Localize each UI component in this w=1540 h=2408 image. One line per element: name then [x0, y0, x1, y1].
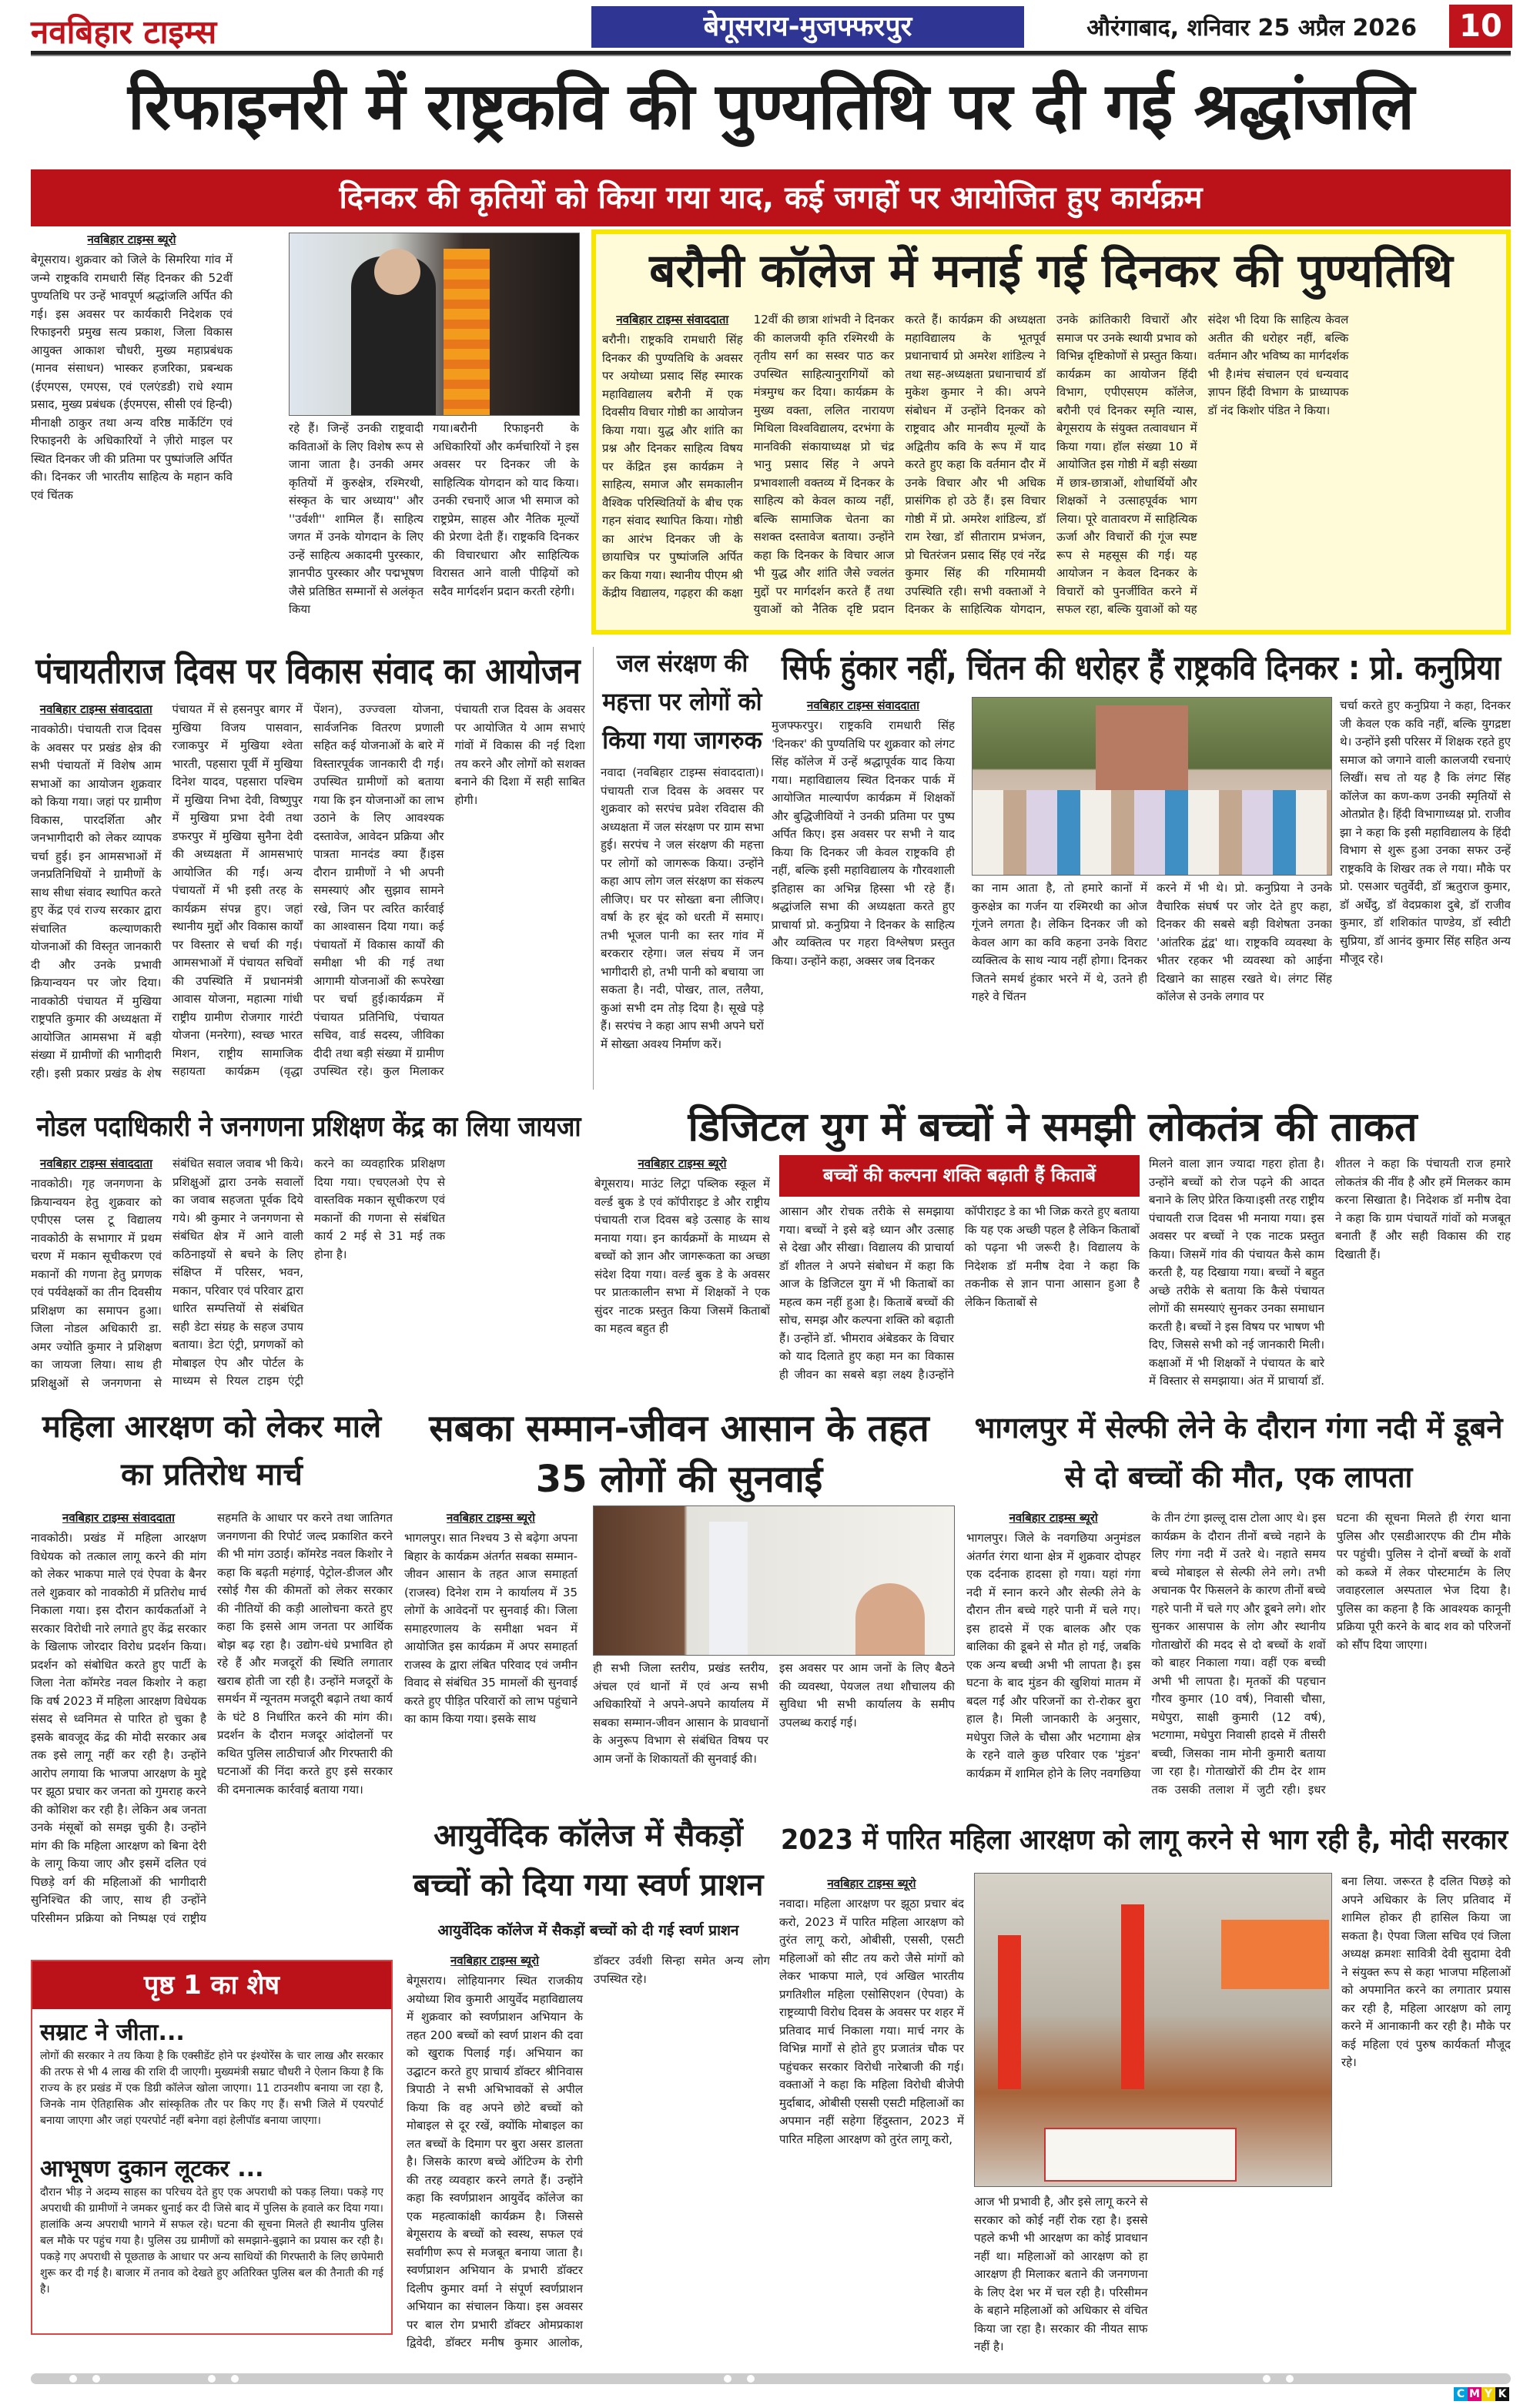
byline: नवबिहार टाइम्स संवाददाता	[807, 698, 919, 712]
byline: नवबिहार टाइम्स ब्यूरो	[827, 1877, 916, 1891]
mahila-headline: महिला आरक्षण को लेकर माले का प्रतिरोध मार्च	[42, 1409, 382, 1492]
article-text: नावकोठी। पंचायती राज दिवस के अवसर पर प्रखंड क्षेत्र की सभी पंचायतों में विशेष आम सभाओं का आयोजन शुक्रवार को किया गया। जहां पर ग्रामीण विकास, पारदर्शिता और जनभागीदारी को लेकर व्यापक चर्चा हुई। इन आमसभाओं में जनप्रतिनिधियों ने ग्रामीणों के साथ सीधा संवाद स्थापित करते हुए केंद्र एवं राज्य सरकार द्वारा संचालित कल्याणकारी योजनाओं की विस्तृत जानकारी दी और उनके प्रभावी क्रियान्वयन पर जोर दिया। नावकोठी पंचायत में मुखिया राष्ट्रपति कुमार की अध्यक्षता में आयोजित आमसभा में बड़ी संख्या में ग्रामीणों की भागीदारी रही। इसी प्रकार प्रखंड के शेष पंचायत में से हसनपुर बागर में मुखिया विजय पासवान, रजाकपुर में मुखिया श्वेता भारती, पहसारा पूर्वी में मुखिया दिनेश यादव, पहसारा पश्चिम में मुखिया निभा देवी, विष्णुपुर में मुखिया प्रभा देवी तथा डफरपुर में मुखिया सुनैना देवी की अध्यक्षता में आमसभाएं आयोजित की गईं। अन्य पंचायतों में भी इसी तरह के कार्यक्रम संपन्न हुए। जहां स्थानीय मुद्दों और विकास कार्यों पर विस्तार से चर्चा की गई। आमसभाओं में पंचायत सचिवों की उपस्थिति में प्रधानमंत्री आवास योजना, महात्मा गांधी राष्ट्रीय ग्रामीण रोजगार गारंटी योजना (मनरेगा), स्वच्छ भारत मिशन, राष्ट्रीय सामाजिक सहायता कार्यक्रम (वृद्धा पेंशन), उज्ज्वला योजना, सार्वजनिक वितरण प्रणाली सहित कई योजनाओं के बारे में विस्तारपूर्वक जानकारी दी गई। उपस्थित ग्रामीणों को बताया गया कि इन योजनाओं का लाभ उठाने के लिए आवश्यक दस्तावेज, आवेदन प्रक्रिया और पात्रता मानदंड क्या हैं।इस दौरान ग्रामीणों ने भी अपनी समस्याएं और सुझाव सामने रखे, जिन पर त्वरित कार्रवाई का आश्वासन दिया गया। कई पंचायतों में विकास कार्यों की समीक्षा भी की गई तथा आगामी योजनाओं की रूपरेखा पर चर्चा हुई।कार्यक्रम में पंचायत प्रतिनिधि, पंचायत सचिव, वार्ड सदस्य, जीविका दीदी तथा बड़ी संख्या में ग्रामीण उपस्थित रहे। कुल मिलाकर पंचायती राज दिवस के अवसर पर आयोजित ये आम सभाएं गांवों में विकास की नई दिशा तय करने और लोगों को सशक्त बनाने की दिशा में सही साबित होगी।	[31, 702, 585, 1080]
continued-text: लोगों की सरकार ने तय किया है कि एक्सीडेंट होने पर इंश्योरेंस के चार लाख और सरकार की तरफ से भी 4 लाख की राशि दी जाएगी। मुख्यमंत्री सम्राट चौधरी ने ऐलान किया है कि राज्य के हर प्रखंड में एक डिग्री कॉलेज खोला जाएगा। 11 टाउनशीप बनाया जा रहा है, जिनके नाम ऐतिहासिक और सांस्कृतिक तौर पर किए गए हैं। सभी जिले में एयरपोर्ट बनाया जाएगा और जहां एयरपोर्ट नहीं बनेगा वहां हेलीपॉड बनाया जाएगा।	[40, 2050, 383, 2127]
protest-photo	[974, 1873, 1332, 2187]
kanupriya-col-1	[772, 697, 955, 1079]
photo-banner	[1044, 2128, 1237, 2182]
page-number: 10	[1449, 5, 1512, 48]
sabka-col-1	[404, 1509, 578, 1800]
registration-dot	[69, 2375, 77, 2383]
registration-mark-y: Y	[1481, 2387, 1495, 2401]
lead-banner	[31, 169, 1511, 226]
photo-face	[374, 249, 420, 295]
digital-headline: डिजिटल युग में बच्चों ने समझी लोकतंत्र की ताकत	[688, 1104, 1418, 1150]
registration-dot	[92, 2375, 100, 2383]
registration-dot	[231, 2375, 239, 2383]
photo-person-seated	[855, 1583, 925, 1656]
photo-shopfront	[1221, 1920, 1329, 1989]
article-text: भागलपुर। जिले के नवगछिया अनुमंडल अंतर्गत रंगरा थाना क्षेत्र में शुक्रवार दोपहर एक दर्दनाक हादसा हो गया। यहां गंगा नदी में स्नान करने और सेल्फी लेने के दौरान तीन बच्चे गहरे पानी में चले गए। इस हादसे में एक बालक और एक बालिका की डूबने से मौत हो गई, जबकि एक अन्य बच्ची अभी भी लापता है। इस घटना के बाद मुंडन की खुशियां मातम में बदल गईं और परिजनों का रो-रोकर बुरा हाल है। मिली जानकारी के अनुसार, मधेपुरा जिले के चौसा और भटगामा क्षेत्र के रहने वाले कुछ परिवार एक 'मुंडन' कार्यक्रम में शामिल होने के लिए नवगछिया के तीन टंगा झल्लू दास टोला आए थे। इस कार्यक्रम के दौरान तीनों बच्चे नहाने के लिए गंगा नदी में उतरे थे। नहाते समय बच्चे मोबाइल से सेल्फी लेने लगे। तभी अचानक पैर फिसलने के कारण तीनों बच्चे गहरे पानी में चले गए और डूबने लगे। शोर सुनकर आसपास के लोग और स्थानीय गोताखोरों की मदद से दो बच्चों के शवों को बाहर निकाला गया। वहीं एक बच्ची अभी भी लापता है। मृतकों की पहचान गौरव कुमार (10 वर्ष), निवासी चौसा, मधेपुरा, साक्षी कुमारी (12 वर्ष), भटगामा, मधेपुरा निवासी हादसे में तीसरी बच्ची, जिसका नाम मोनी कुमारी बताया जा रहा है। गोताखोरों की टीम देर शाम तक उसकी तलाश में जुटी रही। इधर घटना की सूचना मिलते ही रंगरा थाना पुलिस और एसडीआरएफ की टीम मौके पर पहुंची। पुलिस ने दोनों बच्चों के शवों को कब्जे में लेकर पोस्टमार्टम के लिए जवाहरलाल अस्पताल भेज दिया है। पुलिस का कहना है कि आवश्यक कानूनी प्रक्रिया पूरी करने के बाद शव को परिजनों को सौंप दिया जाएगा।	[966, 1511, 1511, 1797]
kanupriya-headline: सिर्फ हुंकार नहीं, चिंतन की धरोहर हैं राष्ट्रकवि दिनकर : प्रो. कनुप्रिया	[781, 648, 1502, 688]
nodal-headline: नोडल पदाधिकारी ने जनगणना प्रशिक्षण केंद्र का लिया जायजा	[36, 1111, 581, 1143]
registration-mark-k: K	[1495, 2387, 1509, 2401]
article-text: नावकोठी। प्रखंड में महिला आरक्षण विधेयक को तत्काल लागू करने की मांग को लेकर भाकपा माले एवं ऐपवा के बैनर तले शुक्रवार को नावकोठी में प्रतिरोध मार्च निकाला गया। इस दौरान कार्यकर्ताओं ने सरकार विरोधी नारे लगाते हुए केंद्र सरकार के खिलाफ जोरदार विरोध प्रदर्शन किया। प्रदर्शन को संबोधित करते हुए पार्टी के जिला नेता कॉमरेड नवल किशोर ने कहा कि वर्ष 2023 में महिला आरक्षण विधेयक संसद से ध्वनिमत से पारित हो चुका है इसके बावजूद केंद्र की मोदी सरकार अब तक इसे लागू नहीं कर रही है। उन्होंने आरोप लगाया कि भाजपा आरक्षण के मुद्दे पर झूठा प्रचार कर जनता को गुमराह करने की कोशिश कर रही है। लेकिन अब जनता उनके मंसूबों को समझ चुकी है। उन्होंने मांग की कि महिला आरक्षण को बिना देरी के लागू किया जाए और इसमें दलित एवं पिछड़े वर्ग की महिलाओं की भागीदारी सुनिश्चित की जाए, साथ ही उन्होंने परिसीमन प्रक्रिया को निष्पक्ष एवं राष्ट्रीय सहमति के आधार पर करने तथा जातिगत जनगणना की रिपोर्ट जल्द प्रकाशित करने की भी मांग उठाई। कॉमरेड नवल किशोर ने कहा कि बढ़ती महंगाई, पेट्रोल-डीजल और रसोई गैस की कीमतों को लेकर सरकार की नीतियों की कड़ी आलोचना करते हुए कहा कि इससे आम जनता पर आर्थिक बोझ बढ़ रहा है। उद्योग-धंधे प्रभावित हो रहे हैं और मजदूरों की स्थिति लगातार खराब होती जा रही है। उन्होंने मजदूरों के समर्थन में न्यूनतम मजदूरी बढ़ाने तथा कार्य के घंटे 8 निर्धारित करने की मांग की। प्रदर्शन के दौरान मजदूर आंदोलनों पर कथित पुलिस लाठीचार्ज और गिरफ्तारी की घटनाओं की निंदा करते हुए इसे सरकार की दमनात्मक कार्रवाई बताया गया।	[31, 1511, 393, 1925]
digital-col-1	[594, 1155, 770, 1392]
registration-bar	[31, 2373, 1511, 2384]
panchayat-headline: पंचायतीराज दिवस पर विकास संवाद का आयोजन	[35, 650, 581, 692]
sabka-col-3: इस अवसर पर आम जनों के लिए बैठने की व्यवस्था, पेयजल तथा शौचालय की सुविधा भी सभी कार्यालय के समीप उपलब्ध कराई गई।	[779, 1661, 955, 1730]
byline: नवबिहार टाइम्स ब्यूरो	[450, 1954, 540, 1968]
barauni-body	[602, 311, 1500, 619]
lead-col-1	[31, 231, 233, 631]
registration-mark-m: M	[1468, 2387, 1481, 2401]
article-text: बेगूसराय। माउंट लिट्रा पब्लिक स्कूल में वर्ल्ड बुक डे एवं कॉपीराइट डे और राष्ट्रीय पंचायती राज दिवस बड़े उत्साह के साथ मनाया गया। इन कार्यक्रमों के माध्यम से बच्चों को ज्ञान और जागरूकता का अच्छा संदेश दिया गया। वर्ल्ड बुक डे के अवसर पर प्रातःकालीन सभा में शिक्षकों ने एक सुंदर नाटक प्रस्तुत किया जिसमें किताबों का महत्व बहुत ही	[594, 1177, 770, 1335]
column-divider	[593, 647, 594, 1090]
byline: नवबिहार टाइम्स ब्यूरो	[446, 1511, 536, 1525]
byline: नवबिहार टाइम्स संवाददाता	[39, 702, 152, 716]
kanupriya-col-4: चर्चा करते हुए कनुप्रिया ने कहा, दिनकर जी केवल एक कवि नहीं, बल्कि युगद्रष्टा थे। उन्होंने इसी परिसर में शिक्षक रहते हुए समाज को जगाने वाली कालजयी रचनाएं लिखीं। सच तो यह है कि लंगट सिंह कॉलेज का कण-कण उनकी स्मृतियों से ओतप्रोत है। हिंदी विभागाध्यक्ष प्रो. राजीव झा ने कहा कि इसी महाविद्यालय के हिंदी विभाग से शुरू हुआ उनका सफर उन्हें राष्ट्रकवि के शिखर तक ले गया। मौके पर प्रो. एसआर चतुर्वेदी, डॉ ऋतुराज कुमार, डॉ अर्धेंदु, डॉ वेदप्रकाश दुबे, डॉ राजीव कुमार, डॉ शशिकांत पाण्डेय, डॉ स्वीटी सुप्रिया, डॉ आनंद कुमार सिंह सहित अन्य मौजूद रहे।	[1340, 698, 1511, 966]
ayurved-headline: आयुर्वेदिक कॉलेज में सैकड़ों बच्चों को दिया गया स्वर्ण प्राशन	[413, 1818, 764, 1903]
byline: नवबिहार टाइम्स ब्यूरो	[638, 1157, 727, 1171]
issue-date: औरंगाबाद, शनिवार 25 अप्रैल 2026	[1086, 15, 1417, 42]
ayurved-body	[407, 1952, 770, 2368]
kanupriya-group-photo	[972, 697, 1332, 876]
article-text: मुजफ्फरपुर। राष्ट्रकवि रामधारी सिंह 'दिनकर' की पुण्यतिथि पर शुक्रवार को लंगट सिंह कॉलेज में उन्हें श्रद्धापूर्वक याद किया गया। महाविद्यालय स्थित दिनकर पार्क में आयोजित माल्यार्पण कार्यक्रम में शिक्षकों और बुद्धिजीवियों ने उनकी प्रतिमा पर पुष्प अर्पित किए। इस अवसर पर सभी ने याद किया कि दिनकर जी केवल राष्ट्रकवि ही नहीं, बल्कि इसी महाविद्यालय के गौरवशाली इतिहास का अभिन्न हिस्सा भी रहे हैं। श्रद्धांजलि सभा की अध्यक्षता करते हुए प्राचार्या प्रो. कनुप्रिया ने दिनकर के साहित्य और व्यक्तित्व पर गहरा विश्लेषण प्रस्तुत किया। उन्होंने कहा, अक्सर जब दिनकर	[772, 718, 955, 968]
photo-people	[973, 790, 1332, 876]
continued-headline: आभूषण दुकान लूटकर ...	[40, 2155, 264, 2182]
digital-col-3: मिलने वाला ज्ञान ज्यादा गहरा होता है। उन्होंने बच्चों को रोज पढ़ने की आदत बनाने के लिए प्रेरित किया।इसी तरह राष्ट्रीय पंचायती राज दिवस भी मनाया गया। इस अवसर पर बच्चों ने एक नाटक प्रस्तुत किया। जिसमें गांव की पंचायत कैसे काम करती है, यह दिखाया गया। बच्चों ने बहुत अच्छे तरीके से बताया कि कैसे पंचायत लोगों की समस्याएं सुनकर उनका समाधान करती है। बच्चों ने इस विषय पर भाषण भी दिए, जिससे सभी को नई जानकारी मिली। कक्षाओं में भी शिक्षकों ने पंचायत के बारे में विस्तार से समझाया। अंत में प्राचार्या डॉ. शीतल ने कहा कि पंचायती राज हमारे लोकतंत्र की नींव है और हमें मिलकर काम करना सिखाता है। निदेशक डॉ मनीष देवा ने कहा कि ग्राम पंचायतें गांवों को मजबूत बनाती हैं और सही विकास की राह दिखाती हैं।	[1149, 1157, 1511, 1388]
barauni-story-box	[591, 229, 1511, 635]
continued-text: दौरान भीड़ ने अदम्य साहस का परिचय देते हुए एक अपराधी को पकड़ लिया। पकड़े गए अपराधी की ग्रामीणों ने जमकर धुनाई कर दी जिसे बाद में पुलिस के हवाले कर दिया गया। हालांकि अन्य अपराधी भागने में सफल रहे। घटना की सूचना मिलते ही स्थानीय पुलिस बल मौके पर पहुंच गया है। पुलिस उग्र ग्रामीणों को समझाने-बुझाने का प्रयास कर रही है। पकड़े गए अपराधी से पूछताछ के आधार पर अन्य साथियों की गिरफ्तारी के लिए छापेमारी शुरू कर दी गई है। बाजार में तनाव को देखते हुए अतिरिक्त पुलिस बल की तैनाती की गई है।	[40, 2186, 383, 2296]
registration-dot	[747, 2375, 755, 2383]
article-text: भागलपुर। सात निश्चय 3 से बढ़ेगा अपना बिहार के कार्यक्रम अंतर्गत सबका सम्मान- जीवन आसान के तहत आज समाहर्ता (राजस्व) दिनेश राम ने कार्यालय में 35 लोगों के आवेदनों पर सुनवाई की। जिला समाहरणालय के समीक्षा भवन में आयोजित इस कार्यक्रम में अपर समाहर्ता राजस्व के द्वारा लंबित परिवाद एवं जमीन विवाद से संबंधित 35 मामलों की सुनवाई करते हुए पीड़ित परिवारों को लाभ पहुंचाने का काम किया गया। इसके साथ	[404, 1531, 578, 1726]
kanupriya-col-3: करने में भी थे। प्रो. कनुप्रिया ने उनके वैचारिक संघर्ष पर जोर देते हुए कहा, दिनकर की सबसे बड़ी विशेषता उनका 'आंतरिक द्वंद्व' था। राष्ट्रकवि व्यवस्था के भीतर रहकर भी व्यवस्था को आईना दिखाने का साहस रखते थे। लंगट सिंह कॉलेज से उनके लगाव पर	[1157, 881, 1332, 1003]
lead-banner-text: दिनकर की कृतियों को किया गया याद, कई जगहों पर आयोजित हुए कार्यक्रम	[339, 180, 1203, 216]
masthead-rule	[31, 51, 1511, 56]
sabka-photo	[593, 1505, 955, 1656]
article-text: नवादा। महिला आरक्षण पर झूठा प्रचार बंद करो, 2023 में पारित महिला आरक्षण को तुरंत लागू करो, ओबीसी, एससी, एसटी महिलाओं को सीट तय करो जैसे मांगों को लेकर भाकपा माले, एवं अखिल भारतीय प्रगतिशील महिला एसोसिएशन (ऐपवा) के राष्ट्रव्यापी विरोध दिवस के अवसर पर शहर में प्रतिवाद मार्च निकाला गया। मार्च नगर के विभिन्न मार्गों से होते हुए प्रजातंत्र चौक पर पहुंचकर सरकार विरोधी नारेबाजी की गई। वक्ताओं ने कहा कि महिला विरोधी बीजेपी मुर्दाबाद, ओबीसी एससी एसटी महिलाओं का अपमान नहीं सहेगा हिंदुस्तान, 2023 में पारित महिला आरक्षण को तुरंत लागू करो,	[779, 1897, 964, 2146]
digital-subhead	[779, 1155, 1140, 1197]
byline: नवबिहार टाइम्स संवाददाता	[62, 1511, 175, 1525]
sabka-col-2: ही सभी जिला स्तरीय, प्रखंड स्तरीय, अंचल एवं थानों में एवं अन्य सभी अधिकारियों ने अपने-अपने कार्यालय में सबका सम्मान-जीवन आसान के प्रावधानों के अनुरूप विभाग से संबंधित विषय पर आम जनों के शिकायतों की सुनवाई की।	[593, 1661, 768, 1766]
article-text: बेगूसराय। शुक्रवार को जिले के सिमरिया गांव में जन्मे राष्ट्रकवि रामधारी सिंह दिनकर की 52वीं पुण्यतिथि पर उन्हें भावपूर्ण श्रद्धांजलि अर्पित की गई। इस अवसर पर कार्यकारी निदेशक एवं रिफाइनरी प्रमुख सत्य प्रकाश, जिला विकास आयुक्त आकाश चौधरी, मुख्य महाप्रबंधक (मानव संसाधन) भास्कर हजरिका, प्रबन्धक (ईएमएस, एमएस, एवं एलएंडडी) राधे श्याम प्रसाद, मुख्य प्रबंधक (ईएमएस, सीसी एवं हिन्दी) मीनाक्षी ठाकुर तथा अन्य वरिष्ठ मार्केटिंग एवं रिफाइनरी के अधिकारियों ने ज़ीरो माइल पर स्थित दिनकर जी की प्रतिमा पर पुष्पांजलि अर्पित की। दिनकर जी भारतीय साहित्य के महान कवि एवं चिंतक	[31, 253, 233, 502]
photo-flag	[998, 1935, 1021, 2089]
photo-garland	[444, 249, 490, 416]
bhagalpur-body	[966, 1509, 1511, 1799]
registration-dot	[724, 2375, 732, 2383]
barauni-headline-wrap	[596, 234, 1506, 311]
reservation-headline: 2023 में पारित महिला आरक्षण को लागू करने से भाग रही है, मोदी सरकार	[780, 1824, 1508, 1856]
continued-headline: सम्राट ने जीता...	[40, 2019, 185, 2046]
continued-title: पृष्ठ 1 का शेष	[32, 1961, 391, 2009]
lead-photo	[289, 233, 580, 416]
ayurved-subhead: आयुर्वेदिक कॉलेज में सैकड़ों बच्चों को दी गई स्वर्ण प्राशन	[437, 1922, 739, 1939]
digital-col-2: आसान और रोचक तरीके से समझाया गया। बच्चों ने इसे बड़े ध्यान और उत्साह से देखा और सीखा। विद्यालय की प्राचार्या डॉ शीतल ने अपने संबोधन में कहा कि आज के डिजिटल युग में भी किताबों का महत्व कम नहीं हुआ है। किताबें बच्चों की सोच, समझ और कल्पना शक्ति को बढ़ाती हैं। उन्होंने डॉ. भीमराव अंबेडकर के विचार को याद दिलाते हुए कहा मन का विकास ही जीवन का सबसे बड़ा लक्ष्य है।उन्होंने कॉपीराइट डे का भी जिक्र करते हुए बताया कि यह एक अच्छी पहल है लेकिन किताबों को पढ़ना भी जरूरी है। विद्यालय के निदेशक डॉ मनीष देवा ने कहा कि तकनीक से ज्ञान पाना आसान हुआ है लेकिन किताबों से	[779, 1204, 1140, 1382]
article-text: नावकोठी। गृह जनगणना के क्रियान्वयन हेतु शुक्रवार को एपीएस प्लस टू विद्यालय नावकोठी के सभागार में प्रथम चरण में मकान सूचीकरण एवं मकानों की गणना हेतु प्रगणक एवं पर्यवेक्षकों का तीन दिवसीय प्रशिक्षण का समापन हुआ। जिला नोडल अधिकारी डा. अमर ज्योति कुमार ने प्रशिक्षण का जायजा लिया। साथ ही प्रशिक्षुओं से जनगणना से संबंधित सवाल जवाब भी किये। प्रशिक्षुओं द्वारा उनके सवालों का जवाब सहजता पूर्वक दिये गये। श्री कुमार ने जनगणना से संबंधित क्षेत्र में आने वाली कठिनाइयों से बचने के लिए संक्षिप्त में परिसर, भवन, मकान, परिवार एवं परिवार द्वारा धारित सम्पत्तियों से संबंधित सही डेटा संग्रह के सहज उपाय बताया। डेटा एंट्री, प्रगणकों को मोबाइल ऐप और पोर्टल के माध्यम से रियल टाइम एंट्री करने का व्यवहारिक प्रशिक्षण दिया गया। एचएलओ ऐप से वास्तविक मकान सूचीकरण एवं मकानों की गणना से संबंधित कार्य 2 मई से 31 मई तक होना है।	[31, 1157, 445, 1390]
photo-person-standing	[709, 1522, 748, 1656]
sabka-headline: सबका सम्मान-जीवन आसान के तहत 35 लोगों की सुनवाई	[429, 1407, 929, 1501]
jal-body: नवादा (नवबिहार टाइम्स संवाददाता)। पंचायती राज दिवस के अवसर पर शुक्रवार को सरपंच प्रवेश रविदास की अध्यक्षता में जल संरक्षण पर ग्राम सभा हुई। सरपंच ने जल संरक्षण की महत्ता पर लोगों को जागरूक किया। उन्होंने कहा आप लोग जल संरक्षण का संकल्प लीजिए। घर पर सोख्ता बना लीजिए। वर्षा के हर बूंद को धरती में समाए। तभी भूजल पानी का स्तर गांव में बरकरार रहेगा। जल संचय में जन भागीदारी हो, तभी पानी को बचाया जा सकता है। नदी, पोखर, ताल, तलैया, कुआं सभी दम तोड़ दिया है। सूखे पड़े हैं। सरपंच ने कहा आप सभी अपने घरों में सोख्ता अवश्य निर्माण करें।	[601, 765, 764, 1051]
reservation-col-2: आज भी प्रभावी है, और इसे लागू करने से सरकार को कोई नहीं रोक रहा है। इससे पहले कभी भी आरक्षण का कोई प्रावधान नहीं था। महिलाओं को आरक्षण को हा आरक्षण ही मिलाकर बताने की जनगणना के लिए देश भर में चल रही है। परिसीमन के बहाने महिलाओं को अधिकार से वंचित किया जा रहा है। सरकार की नीयत साफ नहीं है।	[974, 2195, 1148, 2353]
nodal-body	[31, 1155, 587, 1398]
registration-dot	[1263, 2375, 1270, 2383]
article-text: बरौनी। राष्ट्रकवि रामधारी सिंह दिनकर की पुण्यतिथि के अवसर पर अयोध्या प्रसाद सिंह स्मारक महाविद्यालय बरौनी में एक दिवसीय विचार गोष्ठी का आयोजन किया गया। युद्ध और शांति का प्रश्न और दिनकर साहित्य विषय पर केंद्रित इस कार्यक्रम ने साहित्य, समाज और समकालीन वैश्विक परिस्थितियों के बीच एक गहन संवाद स्थापित किया। गोष्ठी का आरंभ दिनकर जी के छायाचित्र पर पुष्पांजलि अर्पित कर किया गया। स्थानीय पीएम श्री केंद्रीय विद्यालय, गढ़हरा की कक्षा 12वीं की छात्रा शांभवी ने दिनकर की कालजयी कृति रश्मिरथी के तृतीय सर्ग का सस्वर पाठ कर उपस्थित साहित्यानुरागियों को मंत्रमुग्ध कर दिया। कार्यक्रम के मुख्य वक्ता, ललित नारायण मिथिला विश्वविद्यालय, दरभंगा के मानविकी संकायाध्यक्ष प्रो चंद्र भानु प्रसाद सिंह ने अपने प्रभावशाली वक्तव्य में दिनकर के साहित्य को केवल काव्य नहीं, बल्कि सामाजिक चेतना का सशक्त दस्तावेज बताया। उन्होंने कहा कि दिनकर के विचार आज भी युद्ध और शांति जैसे ज्वलंत मुद्दों पर मार्गदर्शन करते हैं तथा युवाओं को नैतिक दृष्टि प्रदान करते हैं। कार्यक्रम की अध्यक्षता महाविद्यालय के भूतपूर्व प्रधानाचार्य प्रो अमरेश शांडिल्य ने तथा सह-अध्यक्षता प्रधानाचार्य डॉ मुकेश कुमार ने की। अपने संबोधन में उन्होंने दिनकर को राष्ट्रवाद और मानवीय मूल्यों के अद्वितीय कवि के रूप में याद करते हुए कहा कि वर्तमान दौर में उनके विचार और भी अधिक प्रासंगिक हो उठे हैं। इस विचार गोष्ठी में प्रो. अमरेश शांडिल्य, डॉ राम रेखा, डॉ सीताराम प्रभंजन, प्रो चितरंजन प्रसाद सिंह एवं नरेंद्र कुमार सिंह की गरिमामयी उपस्थिति रही। सभी वक्ताओं ने दिनकर के साहित्यिक योगदान, उनके क्रांतिकारी विचारों और समाज पर उनके स्थायी प्रभाव को विभिन्न दृष्टिकोणों से प्रस्तुत किया। कार्यक्रम का आयोजन हिंदी विभाग, एपीएसएम कॉलेज, बरौनी एवं दिनकर स्मृति न्यास, बेगूसराय के संयुक्त तत्वावधान में किया गया। हॉल संख्या 10 में आयोजित इस गोष्ठी में बड़ी संख्या में छात्र-छात्राओं, शोधार्थियों और शिक्षकों ने उत्साहपूर्वक भाग लिया। पूरे वातावरण में साहित्यिक ऊर्जा और विचारों की गूंज स्पष्ट रूप से महसूस की गई। यह आयोजन न केवल दिनकर के विचारों को पुनर्जीवित करने में सफल रहा, बल्कि युवाओं को यह संदेश भी दिया कि साहित्य केवल अतीत की धरोहर नहीं, बल्कि वर्तमान और भविष्य का मार्गदर्शक भी है।मंच संचालन एवं धन्यवाद ज्ञापन हिंदी विभाग के प्राध्यापक डॉ नंद किशोर पंडित ने किया।	[602, 313, 1349, 616]
jal-headline: जल संरक्षण की महत्ता पर लोगों को किया गया जागरुक	[602, 648, 762, 755]
byline: नवबिहार टाइम्स ब्यूरो	[1009, 1511, 1098, 1525]
photo-pillar	[1096, 705, 1188, 790]
edition-label: बेगूसराय-मुजफ्फरपुर	[591, 6, 1024, 48]
newspaper-logo: नवबिहार टाइम्स	[31, 13, 217, 51]
registration-dot	[208, 2375, 216, 2383]
reservation-col-3: बना लिया. जरूरत है दलित पिछड़े को अपने अधिकार के लिए प्रतिवाद में शामिल होकर ही हासिल किया जा सकता है। ऐपवा जिला सचिव एवं जिला अध्यक्ष क्रमशः सावित्री देवी सुदामा देवी ने संयुक्त रूप से कहा भाजपा महिलाओं को अपमानित करने का लगातार प्रयास कर रही है, महिला आरक्षण को लागू करने में आनाकानी कर रही है। मौके पर कई महिला एवं पुरुष कार्यकर्ता मौजूद रहे।	[1341, 1874, 1511, 2069]
barauni-headline: बरौनी कॉलेज में मनाई गई दिनकर की पुण्यतिथि	[649, 244, 1453, 298]
byline: नवबिहार टाइम्स ब्यूरो	[87, 233, 176, 246]
lead-col-2: रहे हैं। जिन्हें उनकी राष्ट्रवादी कविताओं के लिए विशेष रूप से जाना जाता है। उनकी अमर कृतियों में कुरुक्षेत्र, रश्मिरथी, संस्कृत के चार अध्याय'' और ''उर्वशी'' शामिल हैं। साहित्य जगत में उनके योगदान के लिए उन्हें साहित्य अकादमी पुरस्कार, ज्ञानपीठ पुरस्कार और पद्मभूषण जैसे प्रतिष्ठित सम्मानों से अलंकृत किया	[289, 421, 424, 616]
panchayat-body	[31, 701, 585, 1090]
kanupriya-col-2: का नाम आता है, तो हमारे कानों में कुरुक्षेत्र का गर्जन या रश्मिरथी का ओज गूंजने लगता है। लेकिन दिनकर जी को केवल आग का कवि कहना उनके विराट व्यक्तित्व के साथ न्याय नहीं होगा। दिनकर जितने समर्थ हुंकार भरने में थे, उतने ही गहरे वे चिंतन	[972, 881, 1147, 1003]
byline: नवबिहार टाइम्स संवाददाता	[616, 313, 729, 327]
registration-mark-c: C	[1454, 2387, 1468, 2401]
digital-subhead-text: बच्चों की कल्पना शक्ति बढ़ाती हैं किताबें	[822, 1164, 1096, 1186]
byline: नवबिहार टाइम्स संवाददाता	[40, 1157, 152, 1171]
mahila-body	[31, 1509, 393, 1941]
reservation-col-1	[779, 1875, 964, 2366]
continued-box	[31, 1960, 393, 2335]
article-text: बेगूसराय। लोहियानगर स्थित राजकीय अयोध्या शिव कुमारी आयुर्वेद महाविद्यालय में शुक्रवार को स्वर्णप्राशन अभियान के तहत 200 बच्चों को स्वर्ण प्राशन की दवा को खुराक पिलाई गई। अभियान का उद्घाटन करते हुए प्राचार्य डॉक्टर श्रीनिवास त्रिपाठी ने सभी अभिभावकों से अपील किया कि वह अपने छोटे बच्चों को मोबाइल से दूर रखें, क्योंकि मोबाइल का लत बच्चों के दिमाग पर बुरा असर डालता है। जिसके कारण बच्चे ऑटिज्म के रोगी की तरह व्यवहार करने लगते हैं। उन्होंने कहा कि स्वर्णप्राशन आयुर्वेद कॉलेज का एक महत्वाकांक्षी कार्यक्रम है। जिससे बेगूसराय के बच्चों को स्वस्थ, सफल एवं सर्वांगीण रूप से मजबूत बनाया जाता है। स्वर्णप्राशन अभियान के प्रभारी डॉक्टर दिलीप कुमार वर्मा ने संपूर्ण स्वर्णप्राशन अभियान का संचालन किया। इस अवसर पर बाल रोग प्रभारी डॉक्टर ओमप्रकाश द्विवेदी, डॉक्टर मनीष कुमार आलोक, डॉक्टर उर्वशी सिन्हा समेत अन्य लोग उपस्थित रहे।	[407, 1954, 770, 2349]
bhagalpur-headline: भागलपुर में सेल्फी लेने के दौरान गंगा नदी में डूबने से दो बच्चों की मौत, एक लापता	[974, 1411, 1503, 1494]
lead-headline: रिफाइनरी में राष्ट्रकवि की पुण्यतिथि पर दी गई श्रद्धांजलि	[128, 69, 1414, 144]
photo-flag	[1121, 1904, 1144, 2089]
registration-dot	[1286, 2375, 1294, 2383]
lead-col-3: गया।बरौनी रिफाइनरी के अधिकारियों और कर्मचारियों ने इस अवसर पर दिनकर जी के साहित्यिक योगदान को याद किया। उनकी रचनाएँ आज भी समाज को राष्ट्रप्रेम, साहस और नैतिक मूल्यों की प्रेरणा देती हैं। राष्ट्रकवि दिनकर की विचारधारा और साहित्यिक विरासत आने वाली पीढ़ियों को सदैव मार्गदर्शन प्रदान करती रहेगी।	[433, 421, 579, 598]
